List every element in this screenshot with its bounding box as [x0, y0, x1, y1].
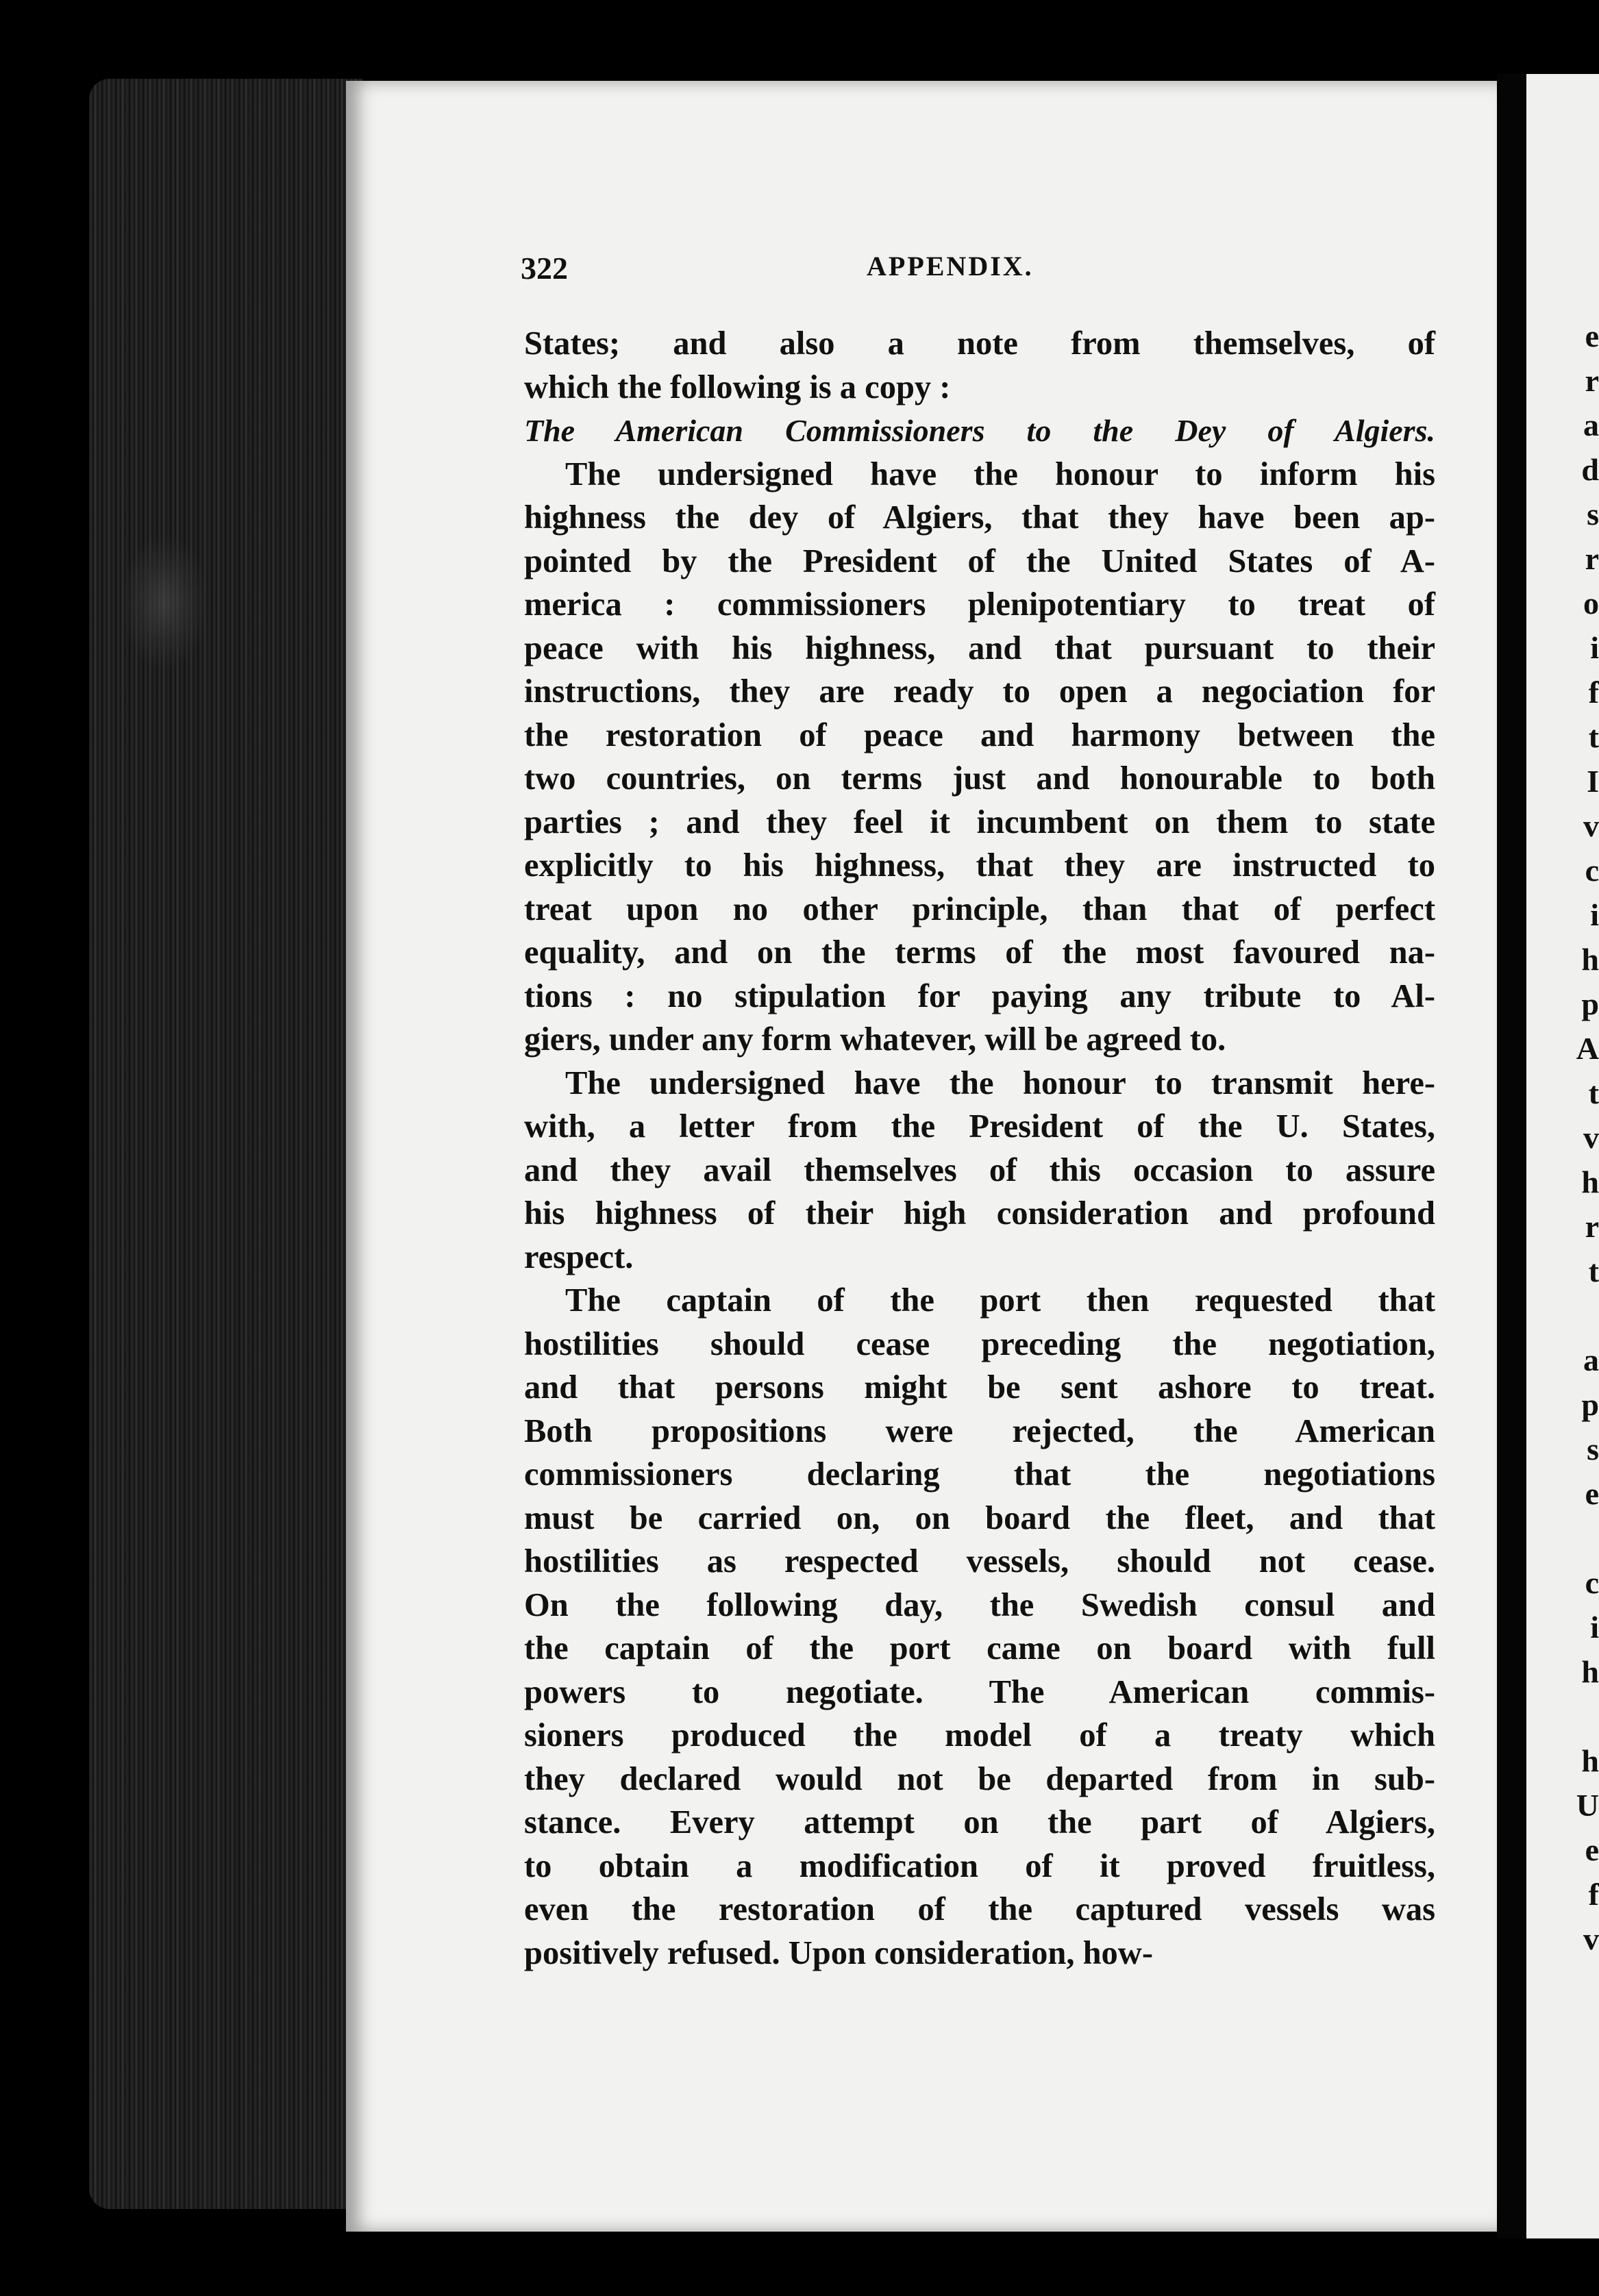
text-line: The undersigned have the honour to inform his [565, 456, 1435, 492]
facing-letter: e [1585, 1832, 1599, 1867]
facing-letter: a [1583, 408, 1599, 442]
text-line: to obtain a modification of it proved fruitless, [524, 1847, 1435, 1884]
facing-letter: I [1587, 764, 1599, 799]
facing-letter: h [1581, 1164, 1599, 1199]
spine-stamp [120, 534, 209, 671]
facing-letter: e [1585, 319, 1599, 353]
facing-page-text [1526, 314, 1599, 1961]
facing-letter: o [1583, 586, 1599, 621]
text-line: treat upon no other principle, than that of perfect [524, 890, 1435, 927]
text-line: positively refused. Upon consideration, how- [524, 1934, 1153, 1971]
facing-letter: h [1581, 942, 1599, 977]
facing-letter [1526, 1694, 1599, 1738]
book-fore-edge [89, 79, 363, 2209]
facing-letter: r [1585, 363, 1599, 398]
facing-letter: v [1583, 1120, 1599, 1155]
text-line: merica : commissioners plenipotentiary to treat of [524, 586, 1435, 623]
text-line: pointed by the President of the United States of A- [524, 542, 1435, 579]
facing-letter: U [1576, 1788, 1599, 1823]
text-line: giers, under any form whatever, will be agreed to. [524, 1021, 1226, 1058]
page-header [521, 250, 1069, 291]
page-number: 322 [521, 251, 568, 286]
facing-letter: f [1588, 1877, 1599, 1912]
facing-letter: s [1587, 497, 1599, 532]
facing-letter [1526, 1516, 1599, 1560]
text-line: which the following is a copy : [524, 369, 951, 405]
text-line: the restoration of peace and harmony between the [524, 716, 1435, 753]
text-line: parties ; and they feel it incumbent on them to state [524, 803, 1435, 840]
text-line: even the restoration of the captured vessels was [524, 1891, 1435, 1927]
facing-letter: c [1585, 1565, 1599, 1600]
facing-letter: i [1590, 1610, 1599, 1645]
facing-letter: t [1588, 719, 1599, 754]
text-line: must be carried on, on board the fleet, and that [524, 1499, 1435, 1536]
facing-letter: v [1583, 1921, 1599, 1956]
facing-letter: p [1581, 986, 1599, 1021]
text-line: explicitly to his highness, that they are instructed to [524, 847, 1435, 884]
facing-letter: p [1581, 1387, 1599, 1422]
text-line: hostilities should cease preceding the negotiation, [524, 1325, 1435, 1362]
facing-letter: a [1583, 1343, 1599, 1377]
text-line: powers to negotiate. The American commis- [524, 1673, 1435, 1710]
facing-letter: c [1585, 853, 1599, 888]
facing-letter: f [1588, 675, 1599, 710]
text-line: tions : no stipulation for paying any tribute to Al- [524, 977, 1435, 1014]
text-line: equality, and on the terms of the most favoured na- [524, 934, 1435, 971]
text-line: they declared would not be departed from in sub- [524, 1760, 1435, 1797]
text-line: highness the dey of Algiers, that they have been ap- [524, 499, 1435, 536]
text-line: two countries, on terms just and honourable to both [524, 760, 1435, 797]
text-line: stance. Every attempt on the part of Algiers, [524, 1804, 1435, 1840]
text-line: States; and also a note from themselves, of [524, 325, 1435, 362]
body-text [524, 322, 1435, 1975]
running-head: APPENDIX. [867, 251, 1034, 282]
facing-letter: i [1590, 630, 1599, 665]
facing-letter: r [1585, 541, 1599, 576]
text-line: and they avail themselves of this occasion to assure [524, 1151, 1435, 1188]
text-line: the captain of the port came on board with full [524, 1630, 1435, 1667]
facing-letter: t [1588, 1075, 1599, 1110]
facing-letter: i [1590, 897, 1599, 932]
text-line: respect. [524, 1238, 634, 1275]
paragraph-1 [524, 453, 1435, 1062]
page-gutter [1497, 74, 1528, 2238]
letter-heading: The American Commissioners to the Dey of Algiers. [524, 413, 1435, 448]
text-line: his highness of their high consideration and profound [524, 1195, 1435, 1232]
text-line: and that persons might be sent ashore to treat. [524, 1369, 1435, 1406]
text-line: instructions, they are ready to open a negociation for [524, 673, 1435, 710]
text-line: On the following day, the Swedish consul and [524, 1586, 1435, 1623]
text-line: Both propositions were rejected, the American [524, 1412, 1435, 1449]
facing-letter: h [1581, 1654, 1599, 1689]
page-right-partial [1526, 74, 1599, 2238]
facing-letter: t [1588, 1253, 1599, 1288]
text-line: commissioners declaring that the negotiations [524, 1456, 1435, 1493]
text-line: hostilities as respected vessels, should not cease. [524, 1543, 1435, 1580]
text-line: The captain of the port then requested that [565, 1282, 1435, 1319]
paragraph-3 [524, 1279, 1435, 1975]
paragraph-2 [524, 1062, 1435, 1280]
text-line: The undersigned have the honour to transmit here- [565, 1064, 1435, 1101]
facing-letter: e [1585, 1476, 1599, 1511]
text-line: sioners produced the model of a treaty which [524, 1717, 1435, 1754]
facing-letter: r [1585, 1209, 1599, 1244]
facing-letter [1526, 1293, 1599, 1338]
facing-letter: s [1587, 1432, 1599, 1467]
facing-letter: A [1576, 1031, 1599, 1066]
text-line: with, a letter from the President of the U. States, [524, 1108, 1435, 1145]
facing-letter: d [1581, 452, 1599, 487]
facing-letter: v [1583, 808, 1599, 843]
facing-letter: h [1581, 1743, 1599, 1778]
text-line: peace with his highness, and that pursuant to their [524, 629, 1435, 666]
